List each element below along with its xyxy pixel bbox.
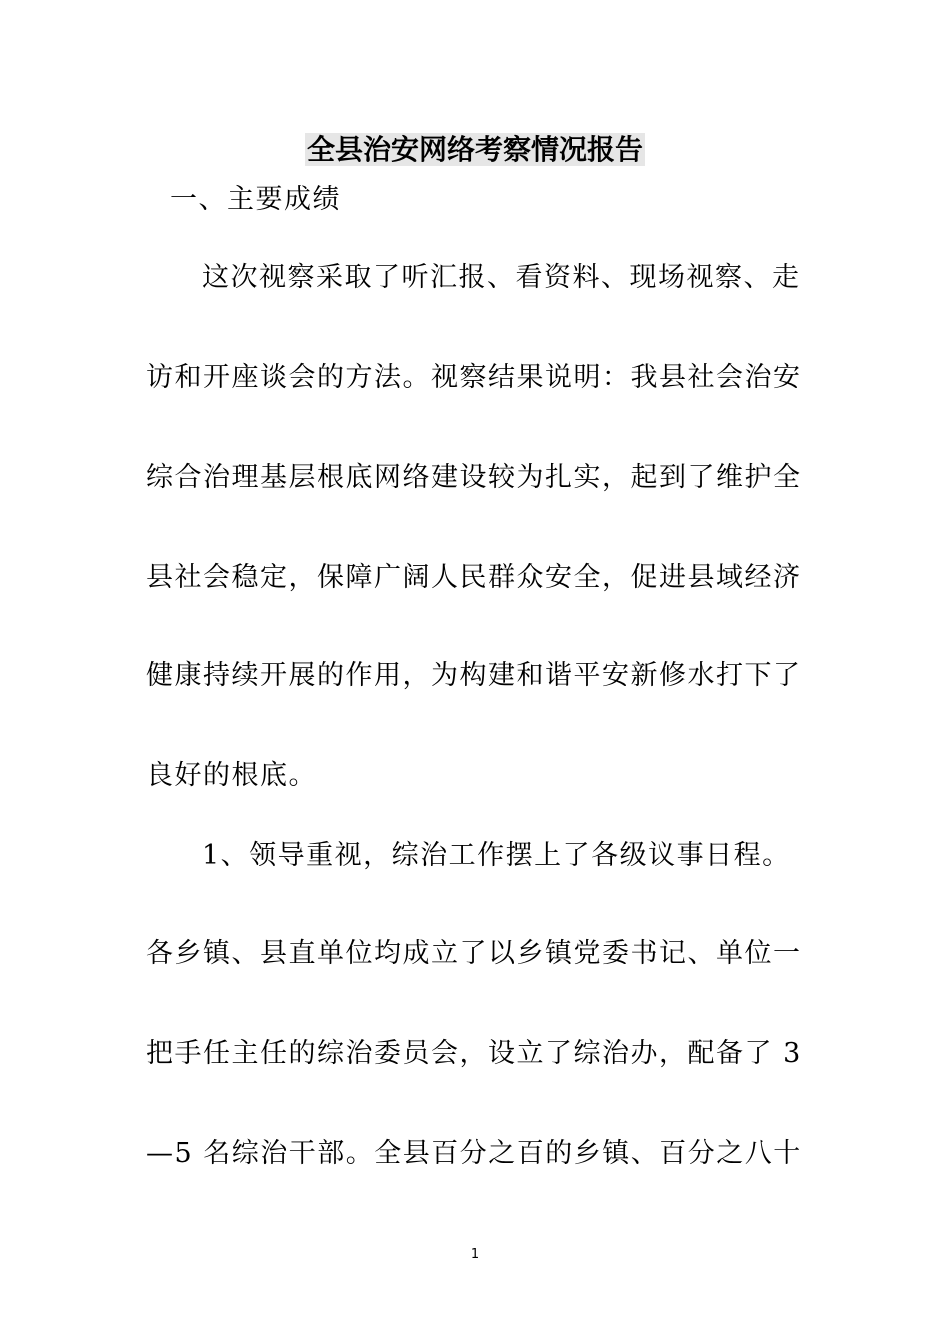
body-line-3: 综合治理基层根底网络建设较为扎实，起到了维护全 xyxy=(146,462,802,493)
body-line-10: —5 名综治干部。全县百分之百的乡镇、百分之八十 xyxy=(146,1138,802,1169)
body-line-9: 把手任主任的综治委员会，设立了综治办，配备了 3 xyxy=(146,1038,802,1069)
body-line-6: 良好的根底。 xyxy=(146,760,317,791)
body-line-1: 这次视察采取了听汇报、看资料、现场视察、走 xyxy=(202,262,801,293)
body-line-2: 访和开座谈会的方法。视察结果说明：我县社会治安 xyxy=(146,362,802,393)
body-line-5: 健康持续开展的作用，为构建和谐平安新修水打下了 xyxy=(146,660,802,691)
body-line-4: 县社会稳定，保障广阔人民群众安全，促进县域经济 xyxy=(146,562,802,593)
section-heading: 一、主要成绩 xyxy=(170,184,341,215)
document-title-text: 全县治安网络考察情况报告 xyxy=(306,133,643,166)
page-number: 1 xyxy=(470,1247,480,1262)
document-title xyxy=(0,130,950,170)
body-line-8: 各乡镇、县直单位均成立了以乡镇党委书记、单位一 xyxy=(146,938,802,969)
body-line-7: 1、领导重视，综治工作摆上了各级议事日程。 xyxy=(202,840,791,871)
